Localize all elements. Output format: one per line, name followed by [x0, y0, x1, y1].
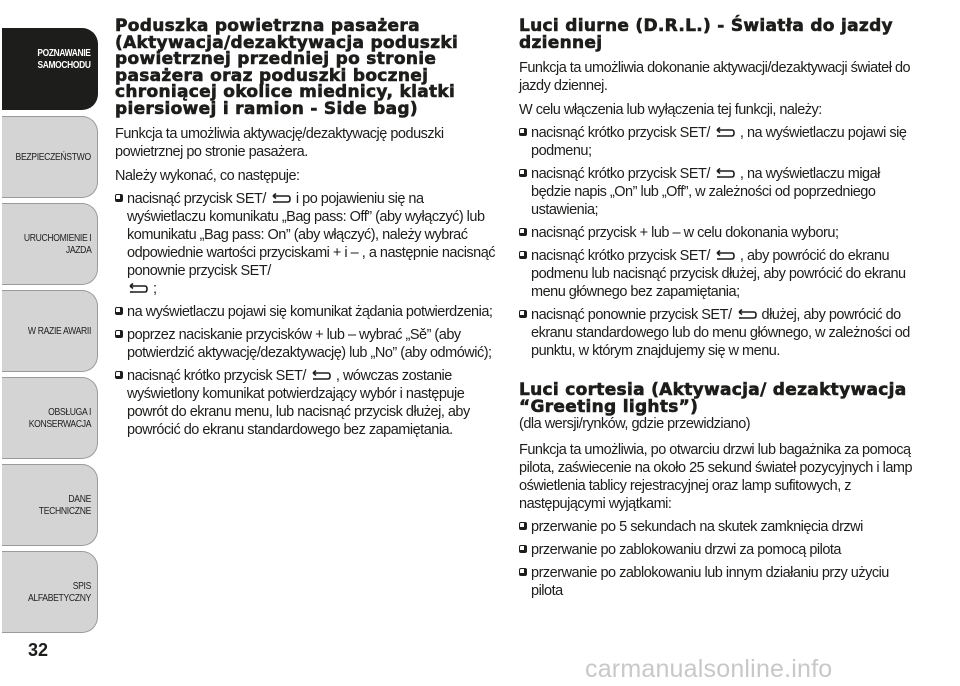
paragraph: Funkcja ta umożliwia dokonanie aktywacji/dezaktywacji świateł do jazdy dziennej. — [519, 60, 911, 94]
tab-label: DANE TECHNICZNE — [38, 493, 91, 517]
tab-dane-techniczne[interactable] — [2, 464, 98, 546]
text: , aby powrócić do ekranu podmenu lub nacisnąć przycisk dłużej, aby powrócić do ekranu menu głównego bez zapamiętania; — [531, 248, 906, 300]
text: i po pojawieniu się na wyświetlaczu komunikatu „Bag pass: Off” (aby wyłączyć) lub komunikatu „Bag pass: On” (aby włączyć), należy wybrać odpowiednie wartości przyciskami + i – , a następnie nacisnąć ponownie przycisk SET/ — [127, 191, 496, 279]
return-arrow-icon — [714, 127, 736, 139]
text: , wówczas zostanie wyświetlony komunikat potwierdzający wybór i następuje powrót do ekranu menu, lub nacisnąć przycisk dłużej, aby powrócić do ekranu standardowego bez zapamiętania. — [127, 368, 470, 438]
tab-poznawanie-samochodu[interactable] — [2, 28, 98, 110]
tab-label: BEZPIECZEŃSTWO — [15, 151, 91, 163]
list-item: poprzez naciskanie przycisków + lub – wybrać „Sě” (aby potwierdzić aktywację/dezaktywację) lub „No” (aby odmówić); — [115, 326, 500, 362]
availability-note: (dla wersji/rynków, gdzie przewidziano) — [519, 416, 751, 432]
step-list — [115, 190, 500, 439]
list-item: przerwanie po zablokowaniu lub innym działaniu przy użyciu pilota — [519, 564, 919, 600]
section-heading-passenger-airbag: Poduszka powietrzna pasażera (Aktywacja/dezaktywacja poduszki powietrznej przedniej po stronie pasażera oraz poduszki bocznej chroniącej okolice miednicy, klatki piersiowej i ramion - Side bag) — [115, 16, 459, 119]
return-arrow-icon — [736, 309, 758, 321]
text: nacisnąć krótko przycisk SET/ — [127, 368, 306, 384]
return-arrow-icon — [270, 193, 292, 205]
text: nacisnąć ponownie przycisk SET/ — [531, 307, 732, 323]
list-item: nacisnąć przycisk + lub – w celu dokonania wyboru; — [519, 224, 919, 242]
paragraph: Należy wykonać, co następuje: — [115, 168, 300, 184]
text: dłużej, aby powrócić do ekranu standardowego lub do menu głównego, w zależności od punktu, w którym znajdujemy się w menu. — [531, 307, 910, 359]
paragraph: Funkcja ta umożliwia, po otwarciu drzwi lub bagażnika za pomocą pilota, zaświecenie na około 25 sekund świateł pozycyjnych i lamp oświetlenia tablicy rejestracyjnej oraz lamp sufitowych, z następującymi wyjątkami: — [519, 442, 913, 512]
tab-label: URUCHOMIENIE I JAZDA — [23, 232, 91, 256]
list-item — [519, 247, 919, 301]
tab-label: W RAZIE AWARII — [27, 325, 91, 337]
list-item: przerwanie po 5 sekundach na skutek zamknięcia drzwi — [519, 518, 919, 536]
return-arrow-icon — [714, 168, 736, 180]
text: nacisnąć krótko przycisk SET/ — [531, 166, 710, 182]
tab-label: OBSŁUGA I KONSERWACJA — [28, 406, 91, 430]
paragraph: W celu włączenia lub wyłączenia tej funkcji, należy: — [519, 102, 822, 118]
paragraph: Funkcja ta umożliwia aktywację/dezaktywację poduszki powietrznej po stronie pasażera. — [115, 126, 444, 160]
tab-label: SPIS ALFABETYCZNY — [27, 580, 91, 604]
list-item: przerwanie po zablokowaniu drzwi za pomocą pilota — [519, 541, 919, 559]
section-heading-greeting-lights: Luci cortesia (Aktywacja/ dezaktywacja “Greeting lights”) — [519, 380, 907, 417]
step-list — [519, 124, 919, 360]
tab-uruchomienie-i-jazda[interactable] — [2, 203, 98, 285]
list-item — [115, 367, 500, 439]
return-arrow-icon — [127, 283, 149, 295]
text: , na wyświetlaczu pojawi się podmenu; — [531, 125, 907, 159]
tab-bezpieczenstwo[interactable] — [2, 116, 98, 198]
list-item: na wyświetlaczu pojawi się komunikat żądania potwierdzenia; — [115, 303, 500, 321]
page-number: 32 — [28, 640, 49, 660]
left-column — [115, 18, 500, 439]
return-arrow-icon — [714, 250, 736, 262]
list-item — [519, 124, 919, 160]
tab-spis-alfabetyczny[interactable] — [2, 551, 98, 633]
list-item — [519, 165, 919, 219]
exception-list — [519, 518, 919, 600]
return-arrow-icon — [310, 370, 332, 382]
watermark: carmanualsonline.info — [585, 655, 833, 683]
section-heading-drl: Luci diurne (D.R.L.) - Światła do jazdy dziennej — [519, 16, 893, 53]
text: nacisnąć krótko przycisk SET/ — [531, 248, 710, 264]
text: nacisnąć przycisk SET/ — [127, 191, 266, 207]
text: nacisnąć krótko przycisk SET/ — [531, 125, 710, 141]
tab-w-razie-awarii[interactable] — [2, 290, 98, 372]
tab-label: POZNAWANIE SAMOCHODU — [37, 47, 91, 71]
list-item — [115, 190, 500, 298]
tab-obsluga-i-konserwacja[interactable] — [2, 377, 98, 459]
text: ; — [153, 281, 157, 297]
text: , na wyświetlaczu migał będzie napis „On” lub „Off”, w zależności od poprzedniego ustawienia; — [531, 166, 880, 218]
right-column — [519, 18, 919, 600]
list-item — [519, 306, 919, 360]
